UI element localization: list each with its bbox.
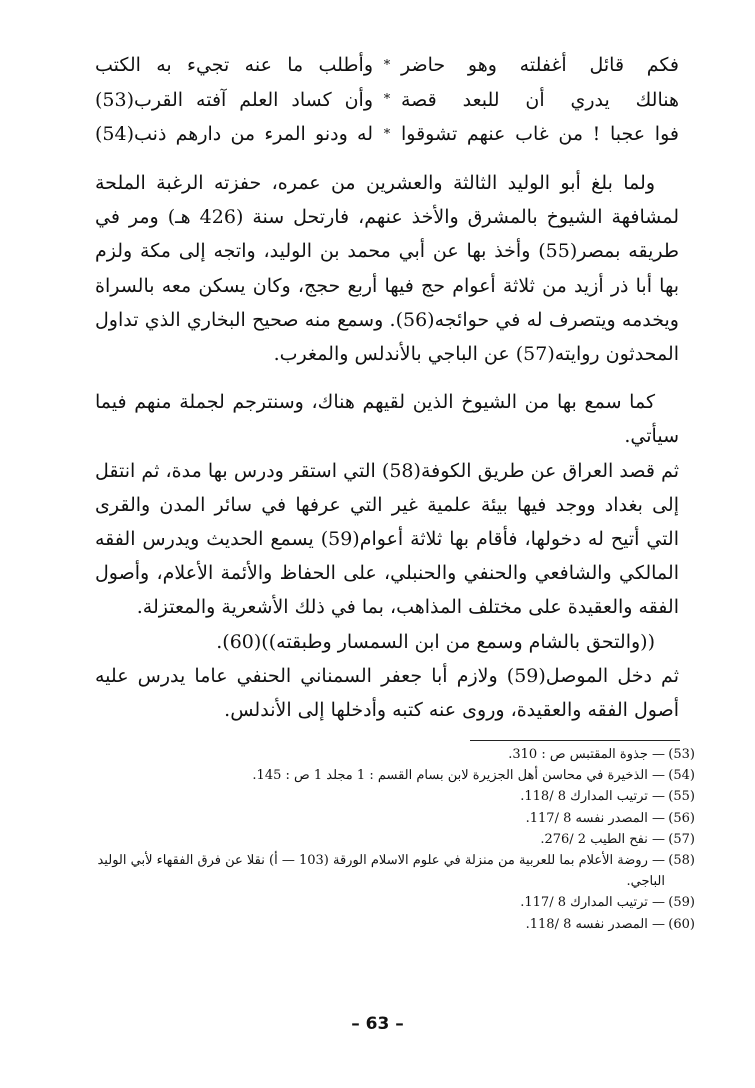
verse-first-hemistich: هنالك يدري أن للبعد قصة bbox=[401, 88, 679, 111]
footnote-number: (53) bbox=[668, 747, 695, 762]
footnote bbox=[95, 850, 695, 892]
footnote-text: — جذوة المقتبس ص : 310. bbox=[508, 747, 665, 762]
verse-first-hemistich: فكم قائل أغفلته وهو حاضر bbox=[401, 54, 679, 77]
footnote bbox=[95, 892, 695, 913]
page-number: – 63 – bbox=[351, 1014, 404, 1034]
footnote-number: (59) bbox=[668, 895, 695, 911]
paragraph: ثم دخل الموصل(59) ولازم أبا جعفر السمناني الحنفي عاما يدرس عليه أصول الفقه والعقيدة، وروى عنه كتبه وأدخلها إلى الأندلس. bbox=[95, 664, 679, 722]
footnote bbox=[95, 744, 695, 765]
footnote bbox=[95, 914, 695, 935]
footnote-number: (56) bbox=[668, 810, 695, 826]
verse-separator: * bbox=[383, 92, 391, 108]
footnote bbox=[95, 765, 695, 786]
verse-second-hemistich: له ودنو المرء من دارهم ذنب(54) bbox=[95, 123, 373, 146]
poem-verses bbox=[95, 48, 679, 152]
footnote-text: — نفح الطيب 2 /276. bbox=[540, 831, 665, 847]
footnote-number: (58) bbox=[668, 853, 695, 869]
verse-separator: * bbox=[383, 126, 391, 142]
footnote-number: (55) bbox=[668, 789, 695, 805]
footnote-text: — ترتيب المدارك 8 /118. bbox=[520, 789, 665, 805]
verse-line bbox=[95, 83, 679, 118]
footnote-number: (60) bbox=[668, 916, 695, 932]
paragraph: ثم قصد العراق عن طريق الكوفة(58) التي استقر ودرس بها مدة، ثم انتقل إلى بغداد ووجد فيها بيئة علمية غير التي عرفها في سائر المدن والقرى التي أتيح له دخولها، فأقام بها ثلاثة أعوام(59) يسمع الحديث ويدرس الفقه المالكي والشافعي والحنفي والحنبلي، على الحفاظ والأئمة الأعلام، وأصول الفقه والعقيدة على مختلف المذاهب، بما في ذلك الأشعرية والمعتزلة. bbox=[95, 459, 680, 619]
body-text bbox=[95, 166, 679, 727]
verse-second-hemistich: وأن كساد العلم آفته القرب(53) bbox=[95, 88, 373, 111]
footnote-text: — المصدر نفسه 8 /118. bbox=[525, 916, 665, 932]
verse-line bbox=[95, 117, 679, 152]
verse-first-hemistich: فوا عجبا ! من غاب عنهم تشوقوا bbox=[401, 123, 679, 146]
footnote-number: (54) bbox=[668, 768, 695, 784]
footnote-number: (57) bbox=[668, 831, 695, 847]
quoted-paragraph: ((والتحق بالشام وسمع من ابن السمسار وطبقته))(60). bbox=[216, 630, 655, 653]
footnote-text: — المصدر نفسه 8 /117. bbox=[525, 810, 665, 826]
footnote-text: — الذخيرة في محاسن أهل الجزيرة لابن بسام القسم : 1 مجلد 1 ص : 145. bbox=[252, 768, 665, 784]
verse-second-hemistich: وأطلب ما عنه تجيء به الكتب bbox=[95, 54, 373, 77]
paragraph: ولما بلغ أبو الوليد الثالثة والعشرين من عمره، حفزته الرغبة الملحة لمشافهة الشيوخ بالمشرق والأخذ عنهم، فارتحل سنة (426 هـ) ومر في طريقه بمصر(55) وأخذ بها عن أبي محمد بن الوليد، واتجه إلى مكة ولزم بها أبا ذر أزيد من ثلاثة أعوام حج فيها أربع حجج، وكان يسكن معه بالسراة ويخدمه ويتصرف له في حوائجه(56). وسمع منه صحيح البخاري الذي تداول المحدثون روايته(57) عن الباجي بالأندلس والمغرب. bbox=[95, 172, 679, 366]
verse-separator: * bbox=[383, 57, 391, 73]
footnote-text: — روضة الأعلام بما للعربية من منزلة في علوم الاسلام الورقة (103 — أ) نقلا عن فرق الفقهاء لأبي الوليد الباجي. bbox=[97, 853, 665, 890]
footnotes bbox=[95, 744, 695, 935]
footnote-divider bbox=[470, 740, 680, 741]
footnote-text: — ترتيب المدارك 8 /117. bbox=[520, 895, 665, 911]
paragraph: كما سمع بها من الشيوخ الذين لقيهم هناك، وسنترجم لجملة منهم فيما سيأتي. bbox=[95, 391, 679, 448]
footnote bbox=[95, 786, 695, 807]
footnote bbox=[95, 829, 695, 850]
footnote bbox=[95, 808, 695, 829]
verse-line bbox=[95, 48, 679, 83]
